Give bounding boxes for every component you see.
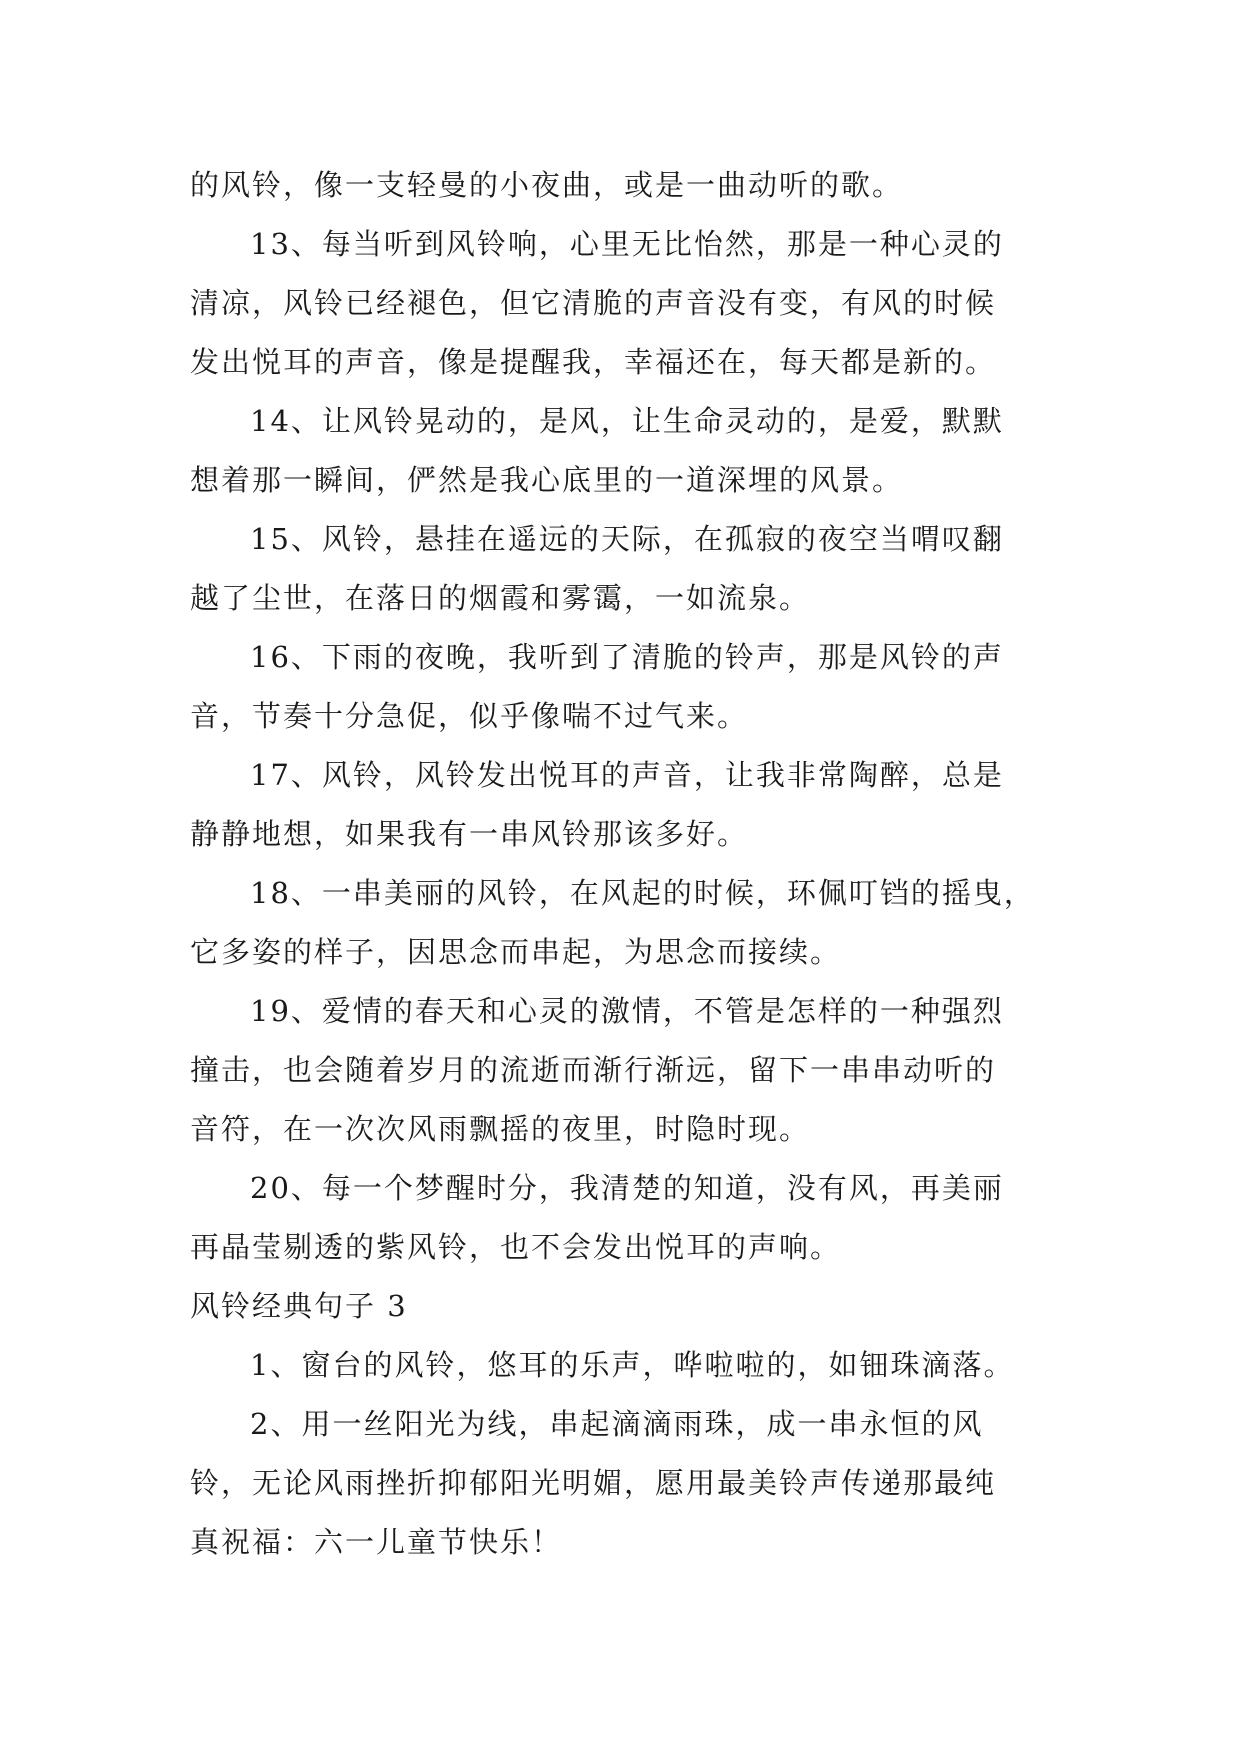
paragraph-item-15 [190, 510, 1070, 628]
section-heading [190, 1277, 1070, 1336]
paragraph-item-18 [190, 864, 1070, 982]
section-heading-text: 风铃经典句子 3 [190, 1289, 408, 1323]
text-line: 想着那一瞬间，俨然是我心底里的一道深埋的风景。 [190, 463, 904, 497]
text-line: 发出悦耳的声音，像是提醒我，幸福还在，每天都是新的。 [190, 345, 997, 379]
text-line: 17、风铃，风铃发出悦耳的声音，让我非常陶醉，总是 [250, 758, 1004, 792]
paragraph-item-19 [190, 982, 1070, 1159]
text-line: 2、用一丝阳光为线，串起滴滴雨珠，成一串永恒的风 [250, 1407, 984, 1441]
text-line: 13、每当听到风铃响，心里无比怡然，那是一种心灵的 [250, 227, 1004, 261]
paragraph-item-14 [190, 392, 1070, 510]
text-line: 18、一串美丽的风铃，在风起的时候，环佩叮铛的摇曳， [250, 876, 1035, 910]
text-line: 越了尘世，在落日的烟霞和雾霭，一如流泉。 [190, 581, 811, 615]
text-line: 它多姿的样子，因思念而串起，为思念而接续。 [190, 935, 842, 969]
text-line: 音，节奏十分急促，似乎像喘不过气来。 [190, 699, 749, 733]
text-line: 16、下雨的夜晚，我听到了清脆的铃声，那是风铃的声 [250, 640, 1004, 674]
text-line: 真祝福：六一儿童节快乐！ [190, 1525, 563, 1559]
text-line: 撞击，也会随着岁月的流逝而渐行渐远，留下一串串动听的 [190, 1053, 997, 1087]
text-line: 铃，无论风雨挫折抑郁阳光明媚，愿用最美铃声传递那最纯 [190, 1466, 997, 1500]
text-line: 14、让风铃晃动的，是风，让生命灵动的，是爱，默默 [250, 404, 1004, 438]
document-body [190, 156, 1070, 1572]
paragraph-item-2 [190, 1395, 1070, 1572]
paragraph-item-17 [190, 746, 1070, 864]
text-line: 19、爱情的春天和心灵的激情，不管是怎样的一种强烈 [250, 994, 1004, 1028]
text-line: 1、窗台的风铃，悠耳的乐声，哗啦啦的，如钿珠滴落。 [250, 1348, 1015, 1382]
text-line: 15、风铃，悬挂在遥远的天际，在孤寂的夜空当喟叹翻 [250, 522, 1004, 556]
text-line: 清凉，风铃已经褪色，但它清脆的声音没有变，有风的时候 [190, 286, 997, 320]
text-line: 静静地想，如果我有一串风铃那该多好。 [190, 817, 749, 851]
paragraph-item-16 [190, 628, 1070, 746]
paragraph-item-1 [190, 1336, 1070, 1395]
text-line: 20、每一个梦醒时分，我清楚的知道，没有风，再美丽 [250, 1171, 1004, 1205]
paragraph-item-13 [190, 215, 1070, 392]
text-line: 音符，在一次次风雨飘摇的夜里，时隐时现。 [190, 1112, 811, 1146]
paragraph-continuation [190, 156, 1070, 215]
text-line: 再晶莹剔透的紫风铃，也不会发出悦耳的声响。 [190, 1230, 842, 1264]
text-line: 的风铃，像一支轻曼的小夜曲，或是一曲动听的歌。 [190, 168, 904, 202]
paragraph-item-20 [190, 1159, 1070, 1277]
